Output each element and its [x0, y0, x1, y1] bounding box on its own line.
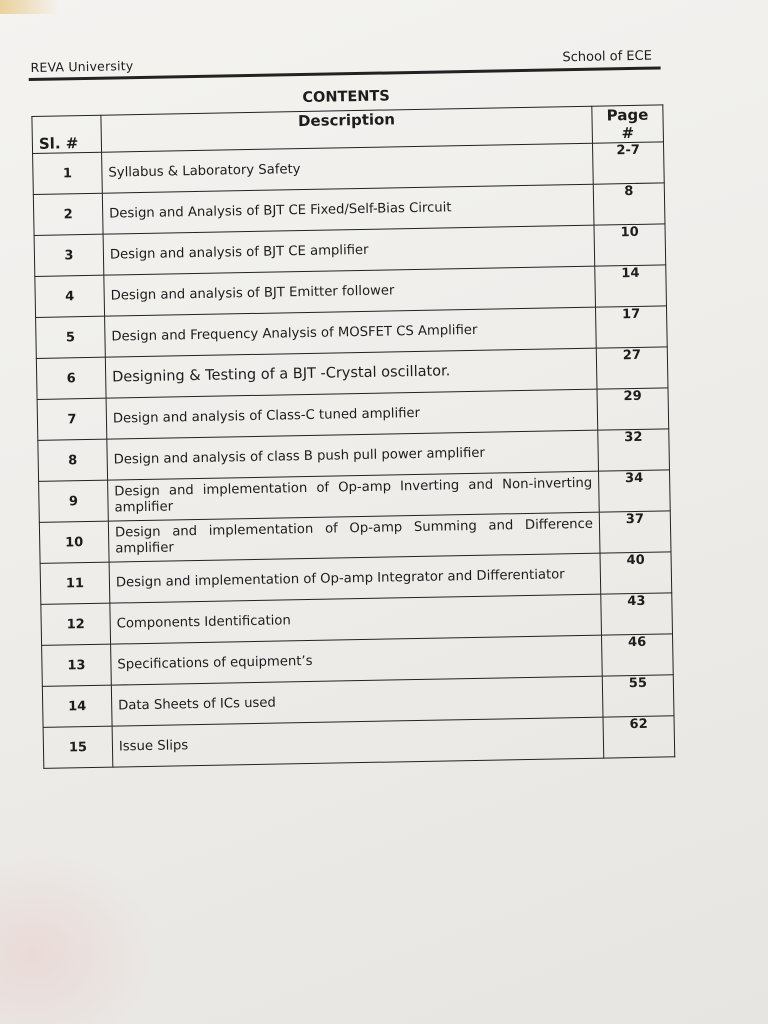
row-description: Issue Slips — [112, 717, 604, 767]
column-header-description: Description — [101, 106, 593, 152]
row-page-number: 8 — [593, 183, 665, 225]
row-serial-number: 7 — [37, 398, 107, 440]
row-page-number: 27 — [596, 347, 668, 389]
row-page-number: 40 — [600, 552, 672, 594]
row-description: Components Identification — [110, 594, 602, 644]
contents-table — [31, 104, 675, 768]
row-serial-number: 3 — [34, 234, 104, 276]
column-header-sl: Sl. # — [32, 115, 102, 153]
row-page-number: 43 — [601, 593, 673, 635]
row-description: Syllabus & Laboratory Safety — [102, 143, 594, 193]
row-serial-number: 8 — [38, 439, 108, 481]
row-serial-number: 10 — [39, 521, 109, 563]
row-description: Design and analysis of BJT CE amplifier — [103, 225, 595, 275]
row-description: Design and analysis of class B push pull power amplifier — [107, 430, 599, 480]
row-description: Design and Frequency Analysis of MOSFET CS Amplifier — [105, 307, 597, 357]
row-serial-number: 9 — [39, 480, 109, 522]
row-description: Designing & Testing of a BJT -Crystal oscillator. — [105, 348, 597, 398]
page-stain-bottom — [0, 850, 160, 1024]
row-page-number: 17 — [595, 306, 667, 348]
header-school: School of ECE — [562, 48, 653, 66]
row-serial-number: 1 — [33, 152, 103, 194]
row-description: Design and analysis of BJT Emitter follower — [104, 266, 596, 316]
row-serial-number: 13 — [42, 644, 112, 686]
row-page-number: 46 — [602, 634, 674, 676]
column-header-page: Page # — [592, 105, 664, 143]
row-page-number: 29 — [597, 388, 669, 430]
row-serial-number: 15 — [43, 726, 113, 768]
row-page-number: 55 — [602, 675, 674, 717]
header-university: REVA University — [30, 58, 134, 75]
row-page-number: 2-7 — [592, 142, 664, 184]
row-page-number: 14 — [595, 265, 667, 307]
row-description: Design and Analysis of BJT CE Fixed/Self-Bias Circuit — [102, 184, 594, 234]
table-body — [33, 142, 675, 768]
row-serial-number: 4 — [35, 275, 105, 317]
row-serial-number: 5 — [36, 316, 106, 358]
row-description: Data Sheets of ICs used — [111, 676, 603, 726]
row-description: Design and implementation of Op-amp Inverting and Non-inverting amplifier — [108, 471, 600, 521]
page-title: CONTENTS — [302, 88, 390, 107]
row-page-number: 32 — [598, 429, 670, 471]
row-page-number: 10 — [594, 224, 666, 266]
row-serial-number: 2 — [33, 193, 103, 235]
contents-sheet — [30, 28, 710, 755]
row-serial-number: 14 — [42, 685, 112, 727]
row-serial-number: 12 — [41, 603, 111, 645]
row-description: Design and analysis of Class-C tuned amplifier — [106, 389, 598, 439]
row-page-number: 62 — [603, 716, 675, 758]
row-page-number: 34 — [598, 470, 670, 512]
row-serial-number: 11 — [40, 562, 110, 604]
page-stain — [0, 0, 60, 14]
row-serial-number: 6 — [36, 357, 106, 399]
row-page-number: 37 — [599, 511, 671, 553]
row-description: Design and implementation of Op-amp Integrator and Differentiator — [109, 553, 601, 603]
row-description: Design and implementation of Op-amp Summing and Difference amplifier — [108, 512, 600, 562]
row-description: Specifications of equipment’s — [111, 635, 603, 685]
